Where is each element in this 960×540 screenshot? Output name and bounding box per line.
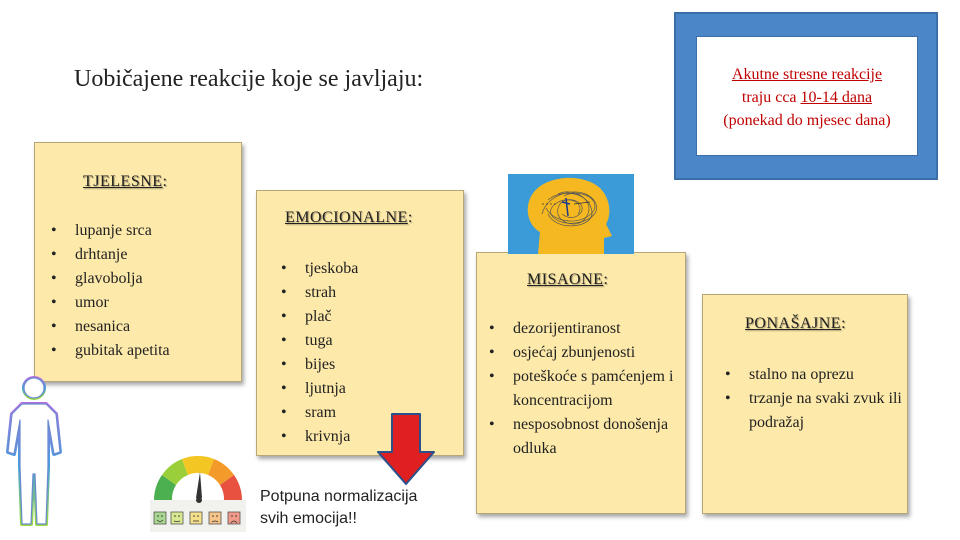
list-item: • osjećaj zbunjenosti: [487, 341, 683, 365]
down-arrow-icon: [376, 412, 436, 486]
head-with-tangled-thoughts-icon: [508, 174, 634, 254]
list-item: • drhtanje: [49, 243, 239, 267]
physical-heading-text: TJELESNE: [83, 173, 163, 190]
list-item: • tjeskoba: [279, 257, 459, 281]
list-item: • umor: [49, 291, 239, 315]
list-item: • glavobolja: [49, 267, 239, 291]
list-item: • tuga: [279, 329, 459, 353]
cognitive-heading-text: MISAONE: [527, 271, 604, 288]
list-item: • nesanica: [49, 315, 239, 339]
duration-note-frame: [674, 12, 938, 180]
physical-heading: TJELESNE:: [83, 173, 168, 190]
note-line-3: (ponekad do mjesec dana): [723, 112, 891, 129]
behavioral-heading-text: PONAŠAJNE: [745, 315, 842, 332]
note-line-2-prefix: traju cca: [741, 89, 801, 106]
behavioral-reactions-card: [702, 294, 908, 514]
behavioral-list: [723, 363, 905, 435]
behavioral-heading: PONAŠAJNE:: [745, 315, 847, 332]
normalization-line-2: svih emocija!!: [260, 510, 357, 527]
cognitive-list: [487, 317, 683, 461]
duration-note: [696, 36, 918, 156]
list-item: • dezorijentiranost: [487, 317, 683, 341]
list-item: • stalno na oprezu: [723, 363, 905, 387]
list-item: • lupanje srca: [49, 219, 239, 243]
list-item: • gubitak apetita: [49, 339, 239, 363]
list-item: • krivnja: [279, 425, 459, 449]
physical-reactions-card: [34, 142, 242, 382]
cognitive-reactions-card: [476, 252, 686, 514]
emotional-heading: EMOCIONALNE:: [285, 209, 413, 226]
list-item: • poteškoće s pamćenjem i koncentracijom: [487, 365, 683, 413]
note-line-1: Akutne stresne reakcije: [731, 66, 883, 83]
list-item: • bijes: [279, 353, 459, 377]
note-duration: 10-14 dana: [800, 89, 873, 106]
mood-gauge-icon: [150, 450, 246, 532]
list-item: • sram: [279, 401, 459, 425]
normalization-note: [260, 486, 460, 530]
list-item: • strah: [279, 281, 459, 305]
list-item: • nesposobnost donošenja odluka: [487, 413, 683, 461]
human-body-icon: [4, 374, 64, 540]
list-item: • ljutnja: [279, 377, 459, 401]
list-item: • plač: [279, 305, 459, 329]
normalization-line-1: Potpuna normalizacija: [260, 488, 418, 505]
page-title: Uobičajene reakcije koje se javljaju:: [74, 66, 424, 92]
list-item: • trzanje na svaki zvuk ili podražaj: [723, 387, 905, 435]
cognitive-heading: MISAONE:: [527, 271, 609, 288]
physical-list: [49, 219, 239, 363]
emotional-heading-text: EMOCIONALNE: [285, 209, 408, 226]
